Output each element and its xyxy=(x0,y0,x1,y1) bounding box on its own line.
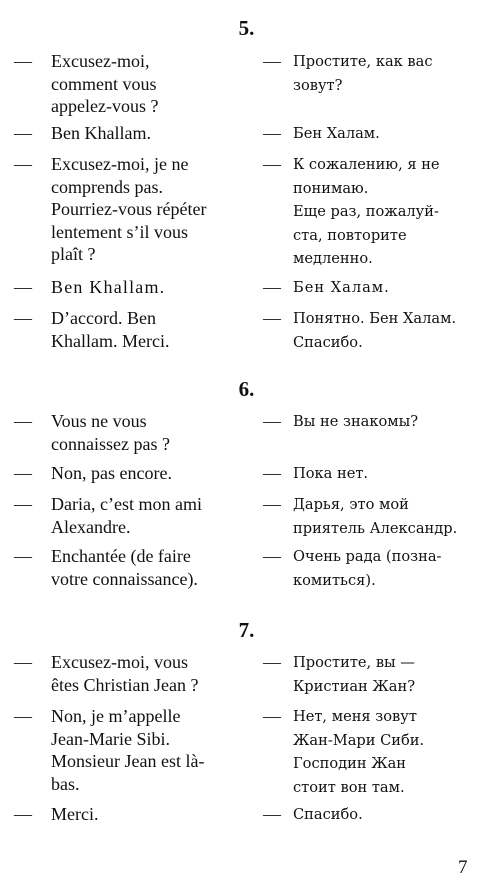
french-line: Ben Khallam. xyxy=(51,123,151,143)
dash-fr: — xyxy=(14,494,32,514)
french-line: Daria, c’est mon ami Alexandre. xyxy=(51,494,202,537)
french-line: Excusez-moi, comment vous appelez-vous ? xyxy=(51,51,159,116)
dash-ru: — xyxy=(263,706,281,726)
russian-line: Пока нет. xyxy=(293,465,369,482)
french-line: Non, pas encore. xyxy=(51,463,172,483)
french-line: D’accord. Ben Khallam. Merci. xyxy=(51,308,170,351)
dash-fr: — xyxy=(14,652,32,672)
dash-fr: — xyxy=(14,463,32,483)
dash-ru: — xyxy=(263,277,281,297)
dash-ru: — xyxy=(263,154,281,174)
dash-fr: — xyxy=(14,308,32,328)
section-number-5: 5. xyxy=(238,16,255,40)
french-line: Excusez-moi, vous êtes Christian Jean ? xyxy=(51,652,199,695)
dash-fr: — xyxy=(14,411,32,431)
dash-fr: — xyxy=(14,123,32,143)
russian-line: Очень рада (позна- комиться). xyxy=(293,548,442,589)
russian-line: Нет, меня зовут Жан-Мари Сиби. Господин Жан стоит вон там. xyxy=(293,708,425,796)
russian-line: Вы не знакомы? xyxy=(293,413,419,430)
russian-line: Простите, как вас зовут? xyxy=(293,53,433,94)
section-number-6: 6. xyxy=(238,377,255,401)
dash-ru: — xyxy=(263,804,281,824)
dash-ru: — xyxy=(263,494,281,514)
dash-fr: — xyxy=(14,546,32,566)
french-line: Vous ne vous connaissez pas ? xyxy=(51,411,170,454)
french-line: Enchantée (de faire votre connaissance). xyxy=(51,546,198,589)
dash-ru: — xyxy=(263,546,281,566)
dash-fr: — xyxy=(14,154,32,174)
dash-fr: — xyxy=(14,804,32,824)
russian-line: Понятно. Бен Халам. Спасибо. xyxy=(293,310,457,351)
russian-line: К сожалению, я не понимаю. Еще раз, пожалуй- ста, повторите медленно. xyxy=(293,156,440,267)
dash-ru: — xyxy=(263,411,281,431)
page-number: 7 xyxy=(458,857,468,878)
dash-ru: — xyxy=(263,308,281,328)
french-line: Excusez-moi, je ne comprends pas. Pourriez-vous répéter lentement s’il vous plaît ? xyxy=(51,154,207,264)
french-line: Ben Khallam. xyxy=(51,277,166,297)
french-line: Merci. xyxy=(51,804,99,824)
dash-fr: — xyxy=(14,277,32,297)
dash-ru: — xyxy=(263,51,281,71)
dash-ru: — xyxy=(263,123,281,143)
section-number-7: 7. xyxy=(238,618,255,642)
russian-line: Дарья, это мой приятель Александр. xyxy=(293,496,458,537)
russian-line: Бен Халам. xyxy=(293,125,380,142)
russian-line: Простите, вы — Кристиан Жан? xyxy=(293,654,416,695)
russian-line: Бен Халам. xyxy=(293,279,390,296)
dash-fr: — xyxy=(14,51,32,71)
dash-ru: — xyxy=(263,463,281,483)
dash-fr: — xyxy=(14,706,32,726)
french-line: Non, je m’appelle Jean-Marie Sibi. Monsieur Jean est là- bas. xyxy=(51,706,205,794)
dash-ru: — xyxy=(263,652,281,672)
russian-line: Спасибо. xyxy=(293,806,363,823)
